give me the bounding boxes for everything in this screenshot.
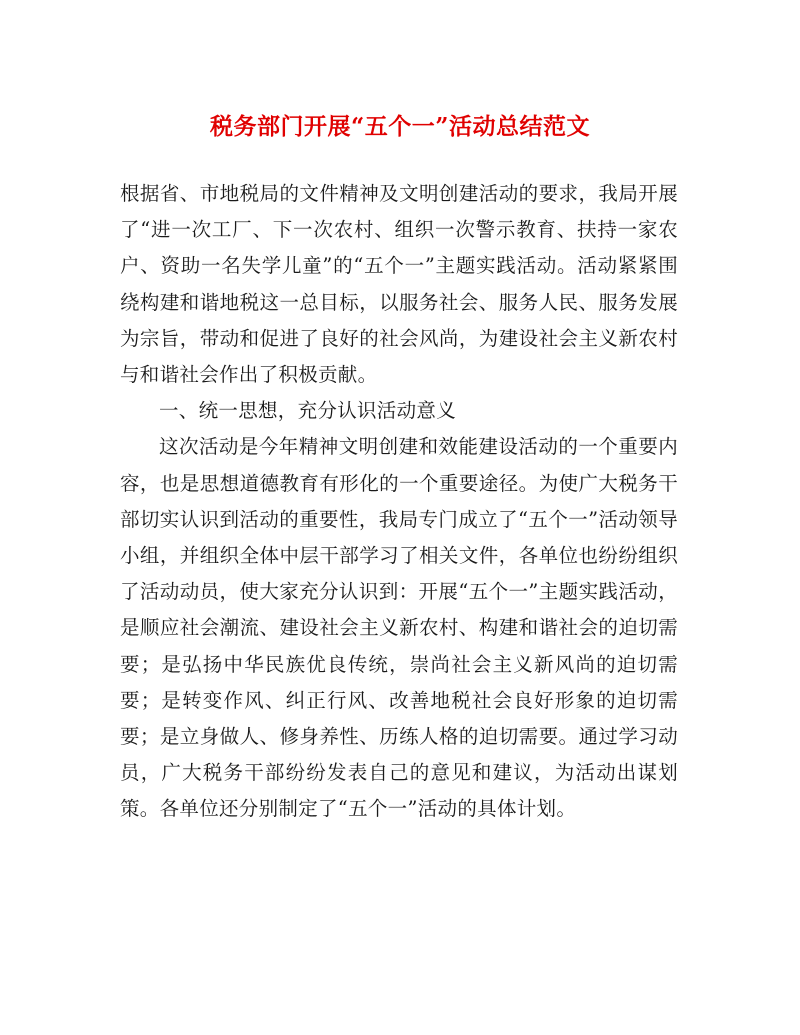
- section-heading: 一、统一思想，充分认识活动意义: [159, 399, 457, 423]
- document-body: [120, 176, 678, 828]
- paragraph-section-one: 这次活动是今年精神文明创建和效能建设活动的一个重要内容，也是思想道德教育有形化的一个重要途径。为使广大税务干部切实认识到活动的重要性，我局专门成立了“五个一”活动领导小组，并组织全体中层干部学习了相关文件，各单位也纷纷组织了活动动员，使大家充分认识到：开展“五个一”主题实践活动，是顺应社会潮流、建设社会主义新农村、构建和谐社会的迫切需要；是弘扬中华民族优良传统，崇尚社会主义新风尚的迫切需要；是转变作风、纠正行风、改善地税社会良好形象的迫切需要；是立身做人、修身养性、历练人格的迫切需要。通过学习动员，广大税务干部纷纷发表自己的意见和建议，为活动出谋划策。各单位还分别制定了“五个一”活动的具体计划。: [120, 435, 678, 821]
- document-title: 税务部门开展“五个一”活动总结范文: [210, 113, 590, 140]
- paragraph-intro: 根据省、市地税局的文件精神及文明创建活动的要求，我局开展了“进一次工厂、下一次农村、组织一次警示教育、扶持一家农户、资助一名失学儿童”的“五个一”主题实践活动。活动紧紧围绕构建和谐地税这一总目标，以服务社会、服务人民、服务发展为宗旨，带动和促进了良好的社会风尚，为建设社会主义新农村与和谐社会作出了积极贡献。: [120, 182, 678, 387]
